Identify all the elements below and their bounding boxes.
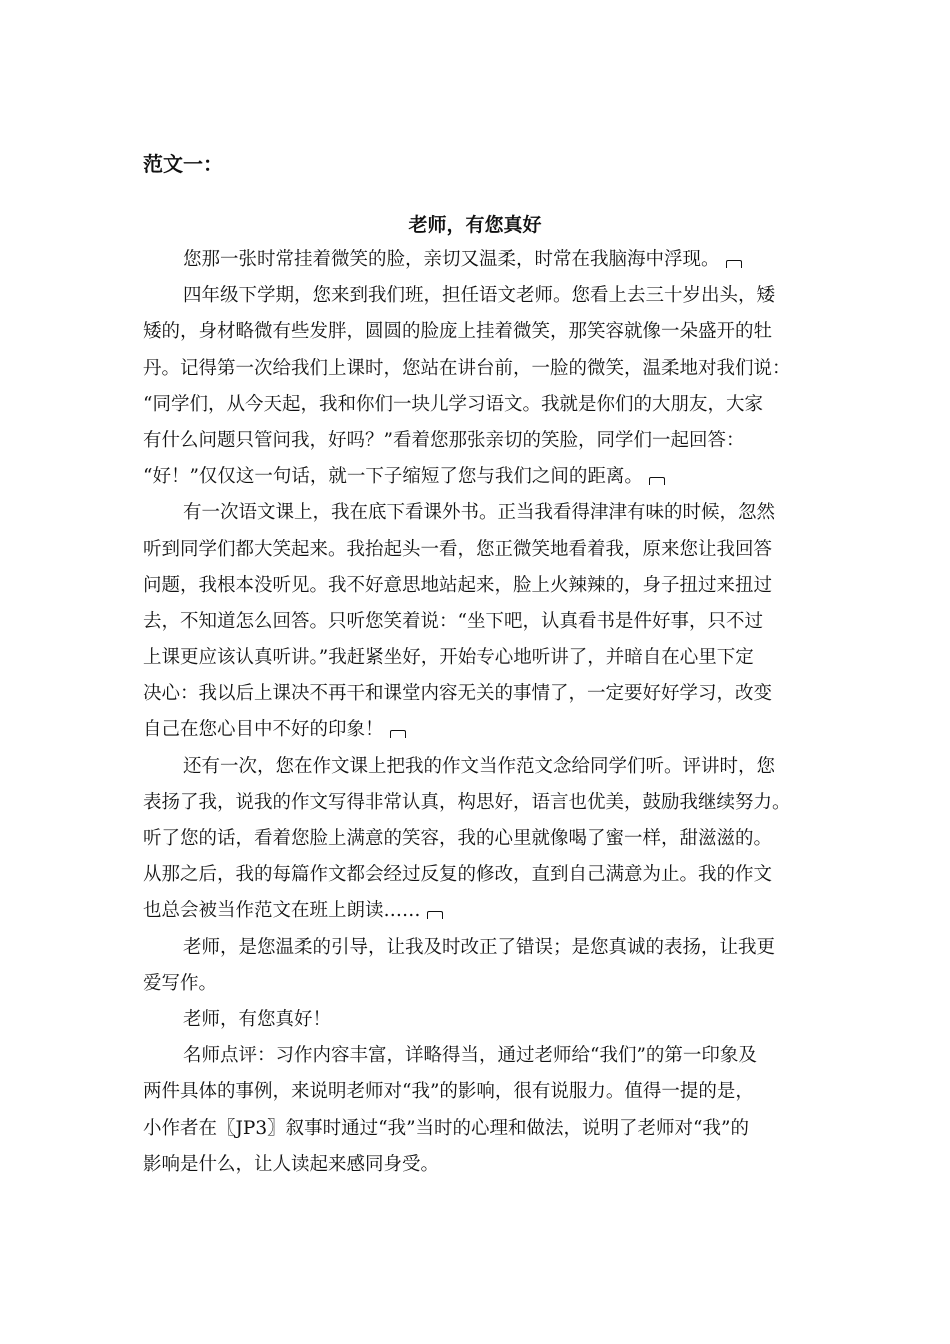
text-line-content: 两件具体的事例，来说明老师对“我”的影响，很有说服力。值得一提的是， [143,1081,754,1103]
text-line [143,423,807,459]
text-line-content: 矮的，身材略微有些发胖，圆圆的脸庞上挂着微笑，那笑容就像一朵盛开的牡 [143,321,773,343]
text-line-content: 问题，我根本没听见。我不好意思地站起来，脸上火辣辣的，身子扭过来扭过 [143,574,773,596]
text-line-content: 有什么问题只管问我，好吗？”看着您那张亲切的笑脸，同学们一起回答： [143,429,745,451]
paragraph-end-mark-icon [726,260,742,268]
text-line-content: 听到同学们都大笑起来。我抬起头一看，您正微笑地看着我，原来您让我回答 [143,538,773,560]
text-line [143,459,807,495]
text-line-content: 还有一次，您在作文课上把我的作文当作范文念给同学们听。评讲时，您 [183,755,776,777]
text-line [143,1111,807,1147]
text-line [143,749,807,785]
text-line [143,604,807,640]
text-line [143,242,807,278]
text-line [143,712,807,748]
essay-body [143,242,807,1183]
text-line [143,1074,807,1110]
text-line [143,676,807,712]
text-line-content: “好！”仅仅这一句话，就一下子缩短了您与我们之间的距离。 [143,466,643,488]
text-line [143,821,807,857]
text-line [143,857,807,893]
text-line [143,930,807,966]
text-line-content: 您那一张时常挂着微笑的脸，亲切又温柔，时常在我脑海中浮现。 [183,249,720,270]
text-line-content: 也总会被当作范文在班上朗读…… [143,900,421,922]
text-line-content: 影响是什么，让人读起来感同身受。 [143,1153,440,1175]
text-line [143,532,807,568]
paragraph-end-mark-icon [649,477,665,485]
sample-label: 范文一： [143,152,223,176]
text-line-content: 听了您的话，看着您脸上满意的笑容，我的心里就像喝了蜜一样，甜滋滋的。 [143,828,773,849]
text-line-content: 老师，有您真好！ [183,1008,332,1030]
essay-title: 老师，有您真好 [408,214,542,236]
text-line [143,893,807,929]
text-line-content: 有一次语文课上，我在底下看课外书。正当我看得津津有味的时候，忽然 [183,502,776,524]
text-line-content: 爱写作。 [143,972,218,994]
text-line-content: 上课更应该认真听讲。”我赶紧坐好，开始专心地听讲了，并暗自在心里下定 [143,647,754,669]
text-line-content: 决心：我以后上课决不再干和课堂内容无关的事情了，一定要好好学习，改变 [143,683,773,705]
text-line [143,966,807,1002]
text-line [143,640,807,676]
text-line-content: 小作者在〖JP3〗叙事时通过“我”当时的心理和做法，说明了老师对“我”的 [143,1117,749,1139]
text-line [143,351,807,387]
paragraph-end-mark-icon [427,911,443,919]
text-line [143,314,807,350]
text-line-content: 老师，是您温柔的引导，让我及时改正了错误；是您真诚的表扬，让我更 [183,936,776,958]
text-line-content: 丹。记得第一次给我们上课时，您站在讲台前，一脸的微笑，温柔地对我们说： [143,357,791,379]
text-line [143,278,807,314]
text-line [143,785,807,821]
text-line-content: 四年级下学期，您来到我们班，担任语文老师。您看上去三十岁出头，矮 [183,285,776,307]
text-line [143,1002,807,1038]
text-line-content: 自己在您心目中不好的印象！ [143,719,384,741]
text-line-content: 表扬了我，说我的作文写得非常认真，构思好，语言也优美，鼓励我继续努力。 [143,791,791,813]
text-line [143,568,807,604]
text-line-content: “同学们，从今天起，我和你们一块儿学习语文。我就是你们的大朋友，大家 [143,393,763,415]
text-line [143,1147,807,1183]
text-line [143,387,807,423]
text-line [143,495,807,531]
text-line-content: 去，不知道怎么回答。只听您笑着说：“坐下吧，认真看书是件好事，只不过 [143,610,763,632]
text-line-content: 从那之后，我的每篇作文都会经过反复的修改，直到自己满意为止。我的作文 [143,864,773,886]
text-line [143,1038,807,1074]
paragraph-end-mark-icon [390,730,406,738]
text-line-content: 名师点评：习作内容丰富，详略得当，通过老师给“我们”的第一印象及 [183,1045,757,1067]
